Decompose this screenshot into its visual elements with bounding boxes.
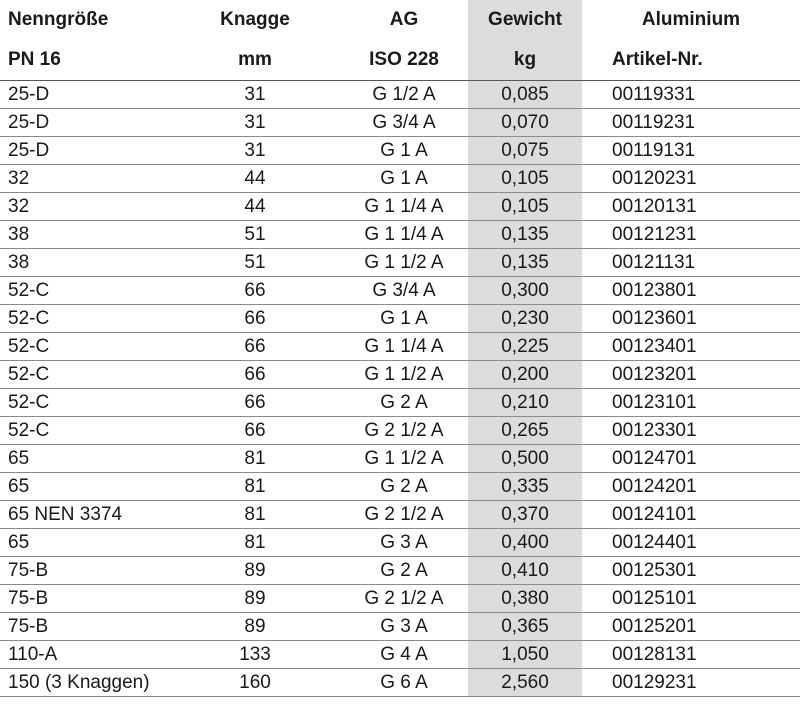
cell-artikel-nr: 00119231 — [582, 109, 800, 137]
cell-ag: G 3/4 A — [340, 277, 468, 305]
cell-ag: G 2 A — [340, 389, 468, 417]
cell-gewicht: 0,400 — [468, 529, 582, 557]
table-row — [0, 277, 800, 305]
table-row — [0, 417, 800, 445]
cell-ag: G 1 A — [340, 305, 468, 333]
cell-artikel-nr: 00121131 — [582, 249, 800, 277]
cell-knagge: 31 — [170, 137, 340, 165]
cell-gewicht: 0,105 — [468, 165, 582, 193]
cell-gewicht: 0,230 — [468, 305, 582, 333]
cell-artikel-nr: 00123301 — [582, 417, 800, 445]
cell-nenngroesse: 52-C — [0, 277, 170, 305]
cell-gewicht: 1,050 — [468, 641, 582, 669]
table-row — [0, 557, 800, 585]
header-ag: AG — [389, 9, 419, 30]
cell-ag: G 3 A — [340, 529, 468, 557]
cell-ag: G 2 A — [340, 557, 468, 585]
cell-gewicht: 0,335 — [468, 473, 582, 501]
header-mm: mm — [170, 40, 340, 81]
cell-knagge: 66 — [170, 361, 340, 389]
cell-nenngroesse: 65 — [0, 445, 170, 473]
cell-artikel-nr: 00124201 — [582, 473, 800, 501]
cell-knagge: 89 — [170, 613, 340, 641]
cell-ag: G 1 1/2 A — [340, 361, 468, 389]
cell-nenngroesse: 25-D — [0, 81, 170, 109]
cell-ag: G 6 A — [340, 669, 468, 697]
cell-gewicht: 0,380 — [468, 585, 582, 613]
cell-nenngroesse: 75-B — [0, 613, 170, 641]
cell-gewicht: 0,085 — [468, 81, 582, 109]
cell-knagge: 51 — [170, 221, 340, 249]
cell-nenngroesse: 52-C — [0, 417, 170, 445]
cell-ag: G 1 1/4 A — [340, 221, 468, 249]
header-kg: kg — [468, 40, 582, 81]
cell-knagge: 44 — [170, 165, 340, 193]
header-artikel-nr: Artikel-Nr. — [582, 40, 800, 81]
cell-knagge: 66 — [170, 277, 340, 305]
cell-gewicht: 0,365 — [468, 613, 582, 641]
cell-knagge: 133 — [170, 641, 340, 669]
cell-knagge: 89 — [170, 585, 340, 613]
cell-ag: G 1 1/4 A — [340, 193, 468, 221]
cell-nenngroesse: 32 — [0, 193, 170, 221]
cell-knagge: 66 — [170, 417, 340, 445]
cell-nenngroesse: 52-C — [0, 389, 170, 417]
table-row — [0, 473, 800, 501]
cell-gewicht: 0,410 — [468, 557, 582, 585]
header-row-1 — [0, 0, 800, 40]
cell-artikel-nr: 00125101 — [582, 585, 800, 613]
cell-ag: G 3 A — [340, 613, 468, 641]
cell-knagge: 31 — [170, 109, 340, 137]
cell-nenngroesse: 32 — [0, 165, 170, 193]
cell-artikel-nr: 00128131 — [582, 641, 800, 669]
table-row — [0, 193, 800, 221]
cell-knagge: 51 — [170, 249, 340, 277]
table-body — [0, 81, 800, 697]
cell-gewicht: 0,300 — [468, 277, 582, 305]
cell-artikel-nr: 00125301 — [582, 557, 800, 585]
cell-nenngroesse: 150 (3 Knaggen) — [0, 669, 170, 697]
cell-knagge: 44 — [170, 193, 340, 221]
cell-gewicht: 0,265 — [468, 417, 582, 445]
cell-gewicht: 2,560 — [468, 669, 582, 697]
table-row — [0, 613, 800, 641]
cell-knagge: 81 — [170, 501, 340, 529]
table-row — [0, 137, 800, 165]
cell-gewicht: 0,200 — [468, 361, 582, 389]
table-row — [0, 389, 800, 417]
cell-nenngroesse: 65 NEN 3374 — [0, 501, 170, 529]
cell-ag: G 1 1/4 A — [340, 333, 468, 361]
cell-gewicht: 0,075 — [468, 137, 582, 165]
cell-nenngroesse: 52-C — [0, 333, 170, 361]
cell-artikel-nr: 00121231 — [582, 221, 800, 249]
table-row — [0, 361, 800, 389]
cell-gewicht: 0,370 — [468, 501, 582, 529]
cell-knagge: 81 — [170, 473, 340, 501]
cell-ag: G 1 A — [340, 137, 468, 165]
cell-artikel-nr: 00123201 — [582, 361, 800, 389]
cell-gewicht: 0,135 — [468, 249, 582, 277]
cell-ag: G 3/4 A — [340, 109, 468, 137]
cell-artikel-nr: 00124101 — [582, 501, 800, 529]
cell-artikel-nr: 00129231 — [582, 669, 800, 697]
table-row — [0, 109, 800, 137]
header-nenngroesse: Nenngröße — [8, 9, 109, 30]
cell-ag: G 4 A — [340, 641, 468, 669]
cell-artikel-nr: 00125201 — [582, 613, 800, 641]
cell-nenngroesse: 25-D — [0, 137, 170, 165]
cell-gewicht: 0,105 — [468, 193, 582, 221]
header-aluminium: Aluminium — [641, 9, 741, 30]
cell-nenngroesse: 75-B — [0, 557, 170, 585]
cell-ag: G 2 1/2 A — [340, 501, 468, 529]
cell-gewicht: 0,135 — [468, 221, 582, 249]
cell-knagge: 66 — [170, 333, 340, 361]
cell-ag: G 2 1/2 A — [340, 585, 468, 613]
cell-artikel-nr: 00120131 — [582, 193, 800, 221]
table-row — [0, 165, 800, 193]
cell-nenngroesse: 52-C — [0, 361, 170, 389]
cell-knagge: 31 — [170, 81, 340, 109]
cell-knagge: 81 — [170, 445, 340, 473]
cell-knagge: 160 — [170, 669, 340, 697]
header-gewicht: Gewicht — [468, 0, 582, 40]
cell-knagge: 66 — [170, 305, 340, 333]
table-row — [0, 249, 800, 277]
cell-artikel-nr: 00119131 — [582, 137, 800, 165]
cell-artikel-nr: 00123101 — [582, 389, 800, 417]
cell-artikel-nr: 00123801 — [582, 277, 800, 305]
table-row — [0, 529, 800, 557]
table-row — [0, 669, 800, 697]
cell-nenngroesse: 110-A — [0, 641, 170, 669]
header-pn16: PN 16 — [0, 40, 170, 81]
cell-ag: G 2 1/2 A — [340, 417, 468, 445]
cell-artikel-nr: 00124701 — [582, 445, 800, 473]
cell-gewicht: 0,210 — [468, 389, 582, 417]
cell-nenngroesse: 38 — [0, 249, 170, 277]
table-row — [0, 585, 800, 613]
table-row — [0, 501, 800, 529]
cell-knagge: 89 — [170, 557, 340, 585]
cell-artikel-nr: 00124401 — [582, 529, 800, 557]
cell-nenngroesse: 65 — [0, 529, 170, 557]
cell-nenngroesse: 75-B — [0, 585, 170, 613]
cell-nenngroesse: 38 — [0, 221, 170, 249]
cell-nenngroesse: 25-D — [0, 109, 170, 137]
cell-nenngroesse: 52-C — [0, 305, 170, 333]
header-knagge: Knagge — [220, 9, 290, 30]
cell-gewicht: 0,225 — [468, 333, 582, 361]
cell-artikel-nr: 00123401 — [582, 333, 800, 361]
cell-ag: G 2 A — [340, 473, 468, 501]
cell-knagge: 66 — [170, 389, 340, 417]
table-row — [0, 81, 800, 109]
cell-ag: G 1 1/2 A — [340, 249, 468, 277]
cell-artikel-nr: 00119331 — [582, 81, 800, 109]
table-row — [0, 641, 800, 669]
header-iso228: ISO 228 — [340, 40, 468, 81]
cell-ag: G 1/2 A — [340, 81, 468, 109]
table-row — [0, 305, 800, 333]
cell-nenngroesse: 65 — [0, 473, 170, 501]
table-row — [0, 333, 800, 361]
header-row-2 — [0, 40, 800, 81]
table-row — [0, 221, 800, 249]
cell-ag: G 1 A — [340, 165, 468, 193]
table-row — [0, 445, 800, 473]
cell-gewicht: 0,070 — [468, 109, 582, 137]
cell-artikel-nr: 00120231 — [582, 165, 800, 193]
cell-knagge: 81 — [170, 529, 340, 557]
cell-gewicht: 0,500 — [468, 445, 582, 473]
cell-ag: G 1 1/2 A — [340, 445, 468, 473]
cell-artikel-nr: 00123601 — [582, 305, 800, 333]
